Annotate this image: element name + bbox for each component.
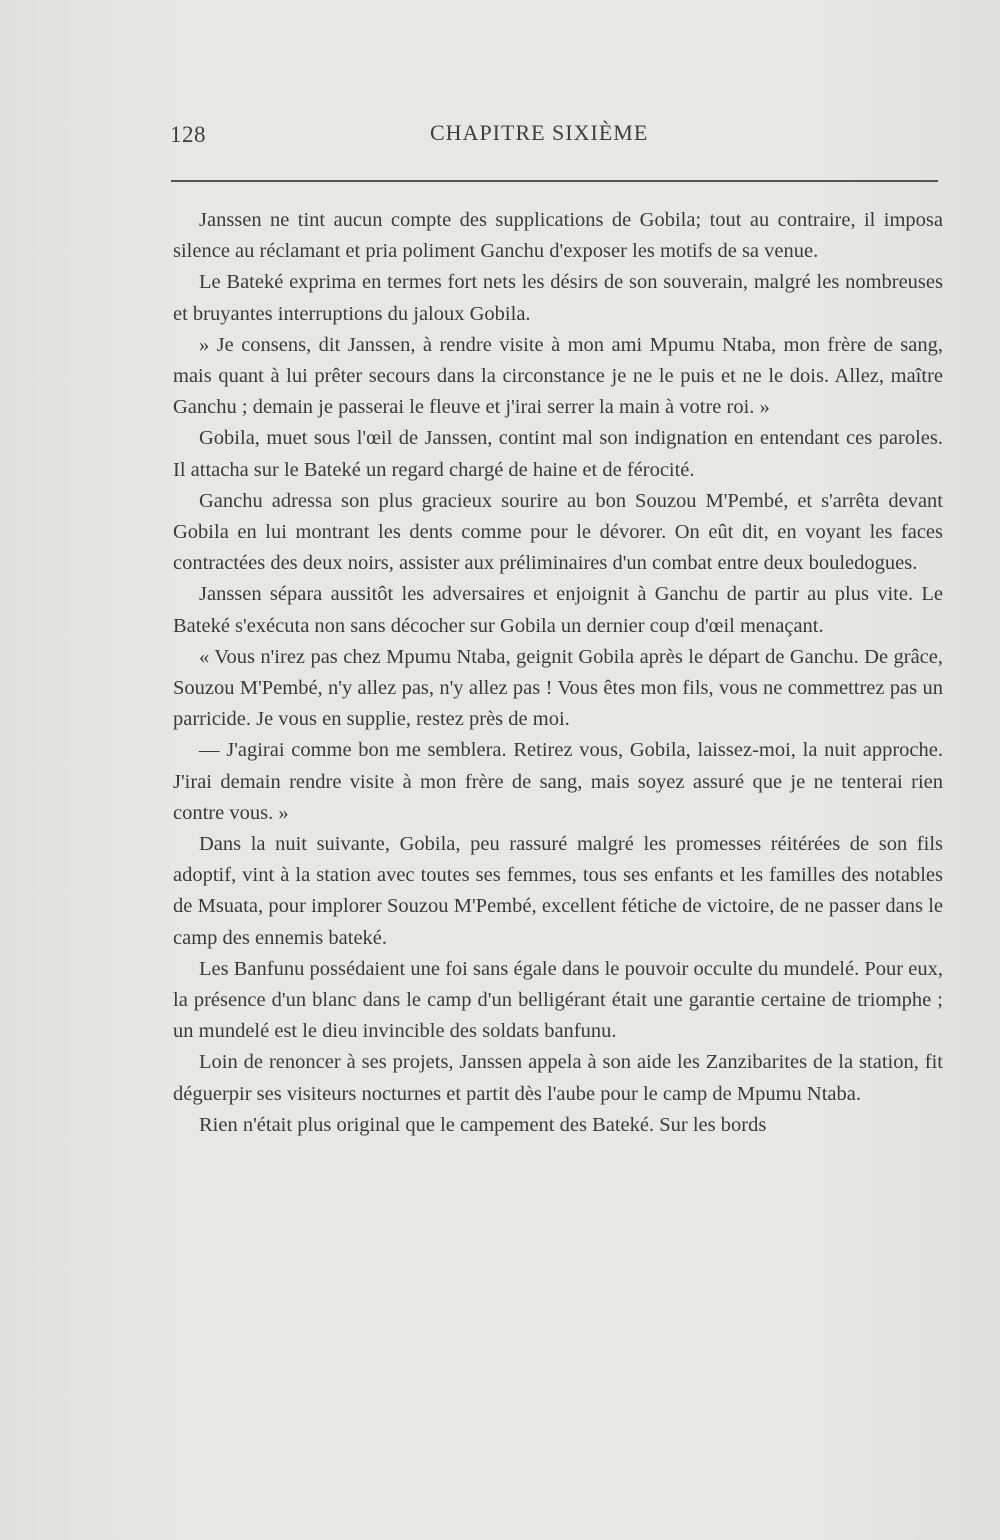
paragraph: Janssen ne tint aucun compte des supplications de Gobila; tout au contraire, il imposa silence au réclamant et pria poliment Ganchu d'exposer les motifs de sa venue. (173, 209, 943, 263)
header-rule (171, 180, 938, 182)
paragraph: Janssen sépara aussitôt les adversaires et enjoignit à Ganchu de partir au plus vite. Le Bateké s'exécuta non sans décocher sur Gobila un dernier coup d'œil menaçant. (173, 583, 943, 637)
page-number: 128 (170, 122, 206, 147)
paragraph: » Je consens, dit Janssen, à rendre visite à mon ami Mpumu Ntaba, mon frère de sang, mais quant à lui prêter secours dans la circonstance je ne le puis et ne le dois. Allez, maître Ganchu ; demain je passerai le fleuve et j'irai serrer la main à votre roi. » (173, 333, 943, 419)
paragraph: — J'agirai comme bon me semblera. Retirez vous, Gobila, laissez-moi, la nuit approche. J'irai demain rendre visite à mon frère de sang, mais soyez assuré que je ne tenterai rien contre vous. » (173, 739, 943, 824)
paragraph: Les Banfunu possédaient une foi sans égale dans le pouvoir occulte du mundelé. Pour eux, la présence d'un blanc dans le camp d'un belligérant était une garantie certaine de triomphe ; un mundelé est le dieu invincible des soldats banfunu. (173, 957, 943, 1043)
paragraph: Ganchu adressa son plus gracieux sourire au bon Souzou M'Pembé, et s'arrêta devant Gobila en lui montrant les dents comme pour le dévorer. On eût dit, en voyant les faces contractées des deux noirs, assister aux préliminaires d'un combat entre deux bouledogues. (173, 489, 943, 575)
paragraph: Loin de renoncer à ses projets, Janssen appela à son aide les Zanzibarites de la station, fit déguerpir ses visiteurs nocturnes et partit dès l'aube pour le camp de Mpumu Ntaba. (173, 1051, 943, 1105)
paragraph: Le Bateké exprima en termes fort nets les désirs de son souverain, malgré les nombreuses et bruyantes interruptions du jaloux Gobila. (173, 271, 943, 325)
paragraph: Rien n'était plus original que le campement des Bateké. Sur les bords (199, 1113, 767, 1136)
paragraph: Gobila, muet sous l'œil de Janssen, contint mal son indignation en entendant ces paroles. Il attacha sur le Bateké un regard chargé de haine et de férocité. (173, 427, 943, 481)
paragraph: « Vous n'irez pas chez Mpumu Ntaba, geignit Gobila après le départ de Ganchu. De grâce, Souzou M'Pembé, n'y allez pas, n'y allez pas ! Vous êtes mon fils, vous ne commettrez pas un parricide. Je vous en supplie, restez près de moi. (173, 645, 943, 731)
body-text (173, 205, 943, 1141)
paragraph: Dans la nuit suivante, Gobila, peu rassuré malgré les promesses réitérées de son fils adoptif, vint à la station avec toutes ses femmes, tous ses enfants et les familles des notables de Msuata, pour implorer Souzou M'Pembé, excellent fétiche de victoire, de ne passer dans le camp des ennemis bateké. (173, 833, 943, 949)
running-title: CHAPITRE SIXIÈME (430, 120, 649, 145)
